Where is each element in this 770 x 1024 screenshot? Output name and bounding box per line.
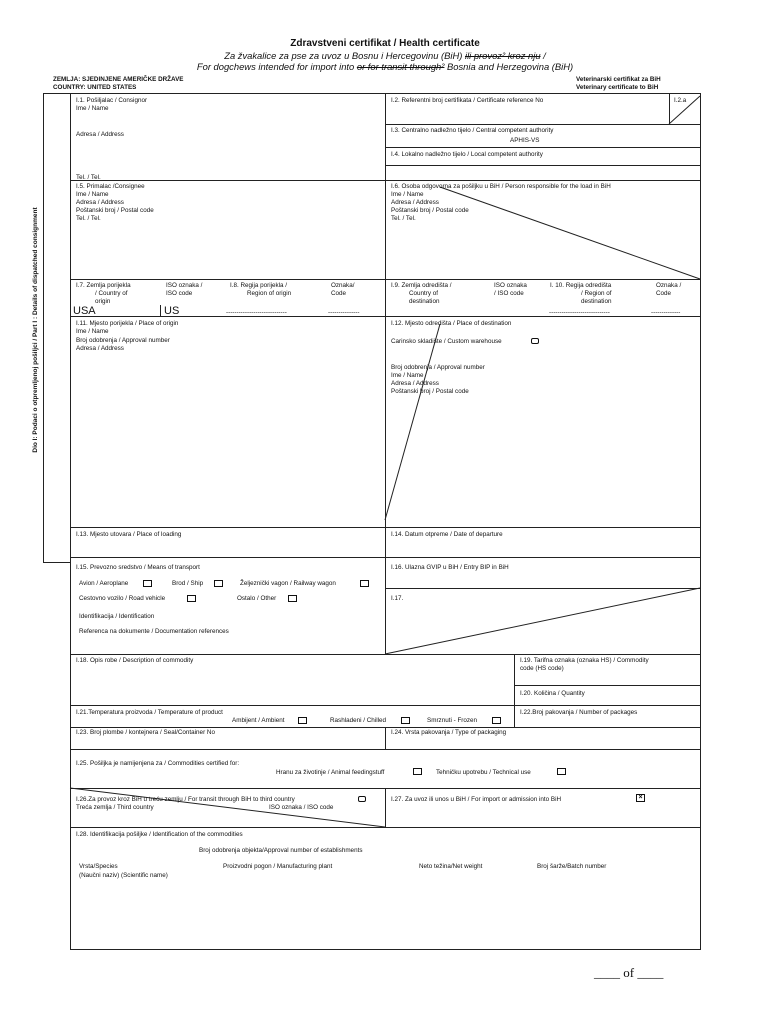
number-packages-label: I.22.Broj pakovanja / Number of packages (520, 709, 638, 716)
central-authority-heading: I.3. Centralno nadležno tijelo / Central competent authority (391, 127, 554, 134)
responsible-person-tel: Tel. / Tel. (391, 215, 416, 222)
road-vehicle-label: Cestovno vozilo / Road vehicle (79, 595, 166, 602)
seal-container-no: I.23. Broj plombe / kontejnera / Seal/Container No (76, 729, 215, 736)
region-destination-en: / Region of (581, 290, 612, 297)
ambient-label: Ambijent / Ambient (232, 717, 285, 724)
field-i17: I.17. (391, 595, 404, 602)
temperature-heading: I.21.Temperatura proizvoda / Temperature of product (76, 709, 223, 716)
region-origin-blank: ----------------------------- (226, 309, 287, 316)
country-origin-heading: I.7. Zemlja porijekla (76, 282, 131, 289)
transit-checkbox[interactable] (358, 796, 366, 802)
country-origin-value: USA (73, 305, 96, 317)
documentation-references-label: Referenca na dokumente / Documentation references (79, 628, 229, 635)
responsible-person-name: Ime / Name (391, 191, 424, 198)
approval-establishments-label: Broj odobrenja objekta/Approval number of establishments (199, 847, 363, 854)
third-country-label: Treća zemlja / Third country (76, 804, 154, 811)
region-destination-blank: ----------------------------- (549, 309, 610, 316)
iso-code-en: ISO code (166, 290, 193, 297)
consignor-tel: Tel. / Tel. (76, 174, 101, 181)
type-packaging-label: I.24. Vrsta pakovanja / Type of packaging (391, 729, 507, 736)
page-count: ____ of ____ (594, 965, 664, 980)
country-destination-en2: destination (409, 298, 440, 305)
railway-checkbox[interactable] (360, 580, 369, 587)
responsible-person-address: Adresa / Address (391, 199, 439, 206)
commodity-code-heading: I.19. Tarifna oznaka (oznaka HS) / Commodity (520, 657, 649, 664)
dest-code-blank: -------------- (651, 309, 681, 316)
date-departure: I.14. Datum otpreme / Date of departure (391, 531, 503, 538)
dest-iso-en: / ISO code (494, 290, 524, 297)
custom-warehouse-label: Carinsko skladište / Custom warehouse (391, 338, 502, 345)
transit-heading: I.26.Za provoz kroz BiH u treću zemlju / For transit through BiH to third country (76, 796, 295, 803)
place-origin-name: Ime / Name (76, 328, 109, 335)
consignee-postal: Poštanski broj / Postal code (76, 207, 154, 214)
place-origin-approval: Broj odobrenja / Approval number (76, 337, 170, 344)
dest-address: Adresa / Address (391, 380, 439, 387)
region-origin-en: Region of origin (247, 290, 292, 297)
subtitle-en-struck: or for transit through² (356, 61, 445, 72)
scientific-name-label: (Naučni naziv) (Scientific name) (79, 872, 168, 879)
commodity-code-en: code (HS code) (520, 665, 564, 672)
subtitle-bs-pre: Za žvakalice za pse za uvoz u Bosnu i Hercegovinu (BiH) (224, 50, 463, 61)
identification-label: Identifikacija / Identification (79, 613, 155, 620)
iso-code-heading: ISO oznaka / (166, 282, 203, 289)
manufacturing-plant-label: Proizvodni pogon / Manufacturing plant (223, 863, 333, 870)
country-label-bs: ZEMLJA: SJEDINJENE AMERIČKE DRŽAVE (53, 76, 184, 83)
technical-use-label: Tehničku upotrebu / Technical use (436, 769, 531, 776)
region-code-en: Code (331, 290, 347, 297)
region-origin-heading: I.8. Regija porijekla / (230, 282, 288, 289)
responsible-person-heading: I.6. Osoba odgovorna za pošiljku u BiH / Person responsible for the load in BiH (391, 183, 611, 190)
country-label-en: COUNTRY: UNITED STATES (53, 84, 137, 91)
vet-cert-label-bs: Veterinarski certifikat za BiH (576, 76, 661, 83)
region-code-blank: --------------- (328, 309, 360, 316)
dest-postal: Poštanski broj / Postal code (391, 388, 469, 395)
entry-bip: I.16. Ulazna GVIP u BiH / Entry BIP in BiH (391, 564, 509, 571)
region-destination-en2: destination (581, 298, 612, 305)
dest-code-en: Code (656, 290, 672, 297)
certificate-reference-no: I.2. Referentni broj certifikata / Certificate reference No (391, 97, 544, 104)
technical-use-checkbox[interactable] (557, 768, 566, 775)
animal-feedingstuff-checkbox[interactable] (413, 768, 422, 775)
aeroplane-label: Avion / Aeroplane (79, 580, 129, 587)
dest-approval-number: Broj odobrenja / Approval number (391, 364, 485, 371)
place-destination-heading: I.12. Mjesto odredišta / Place of destination (391, 320, 512, 327)
other-transport-label: Ostalo / Other (237, 595, 277, 602)
ambient-checkbox[interactable] (298, 717, 307, 724)
subtitle-bs-struck: ili provoz² kroz nju (464, 50, 541, 61)
dest-code-heading: Oznaka / (656, 282, 682, 289)
consignor-name: Ime / Name (76, 105, 109, 112)
dest-iso-heading: ISO oznaka (494, 282, 527, 289)
railway-label: Željeznički vagon / Railway wagon (240, 580, 336, 587)
ship-checkbox[interactable] (214, 580, 223, 587)
third-country-iso-label: ISO oznaka / ISO code (269, 804, 334, 811)
consignor-address: Adresa / Address (76, 131, 124, 138)
place-origin-heading: I.11. Mjesto porijekla / Place of origin (76, 320, 179, 327)
batch-number-label: Broj šarže/Batch number (537, 863, 607, 870)
import-admission-label: I.27. Za uvoz ili unos u BiH / For import or admission into BiH (391, 796, 562, 803)
identification-commodities-heading: I.28. Identifikacija pošiljke / Identification of the commodities (76, 831, 243, 838)
net-weight-label: Neto težina/Net weight (419, 863, 483, 870)
iso-code-value: US (164, 305, 180, 317)
consignee-tel: Tel. / Tel. (76, 215, 101, 222)
frozen-label: Smrznuti - Frozen (427, 717, 478, 724)
custom-warehouse-checkbox[interactable] (531, 338, 539, 344)
species-label: Vrsta/Species (79, 863, 118, 870)
other-transport-checkbox[interactable] (288, 595, 297, 602)
means-transport-heading: I.15. Prevozno sredstvo / Means of transport (76, 564, 200, 571)
animal-feedingstuff-label: Hranu za životinje / Animal feedingstuff (276, 769, 385, 776)
frozen-checkbox[interactable] (492, 717, 501, 724)
country-origin-en2: origin (95, 298, 111, 305)
consignee-address: Adresa / Address (76, 199, 124, 206)
aeroplane-checkbox[interactable] (143, 580, 152, 587)
place-loading: I.13. Mjesto utovara / Place of loading (76, 531, 182, 538)
country-origin-en: / Country of (95, 290, 128, 297)
certified-for-heading: I.25. Pošiljka je namijenjena za / Commodities certified for: (76, 760, 240, 767)
dest-name: Ime / Name (391, 372, 424, 379)
place-origin-address: Adresa / Address (76, 345, 124, 352)
subtitle-bs-post: / (543, 50, 546, 61)
ship-label: Brod / Ship (172, 580, 204, 587)
consignor-heading: I.1. Pošiljalac / Consignor (76, 97, 148, 104)
vet-cert-label-en: Veterinary certificate to BiH (576, 84, 659, 91)
country-destination-en: Country of (409, 290, 439, 297)
part-one-side-label: Dio I: Podaci o otpremljenoj pošiljci / Part I : Details of dispatched consignment (32, 207, 39, 453)
road-vehicle-checkbox[interactable] (187, 595, 196, 602)
local-authority-heading: I.4. Lokalno nadležno tijelo / Local competent authority (391, 151, 543, 158)
responsible-person-postal: Poštanski broj / Postal code (391, 207, 469, 214)
region-destination-heading: I. 10. Regija odredišta (550, 282, 612, 289)
quantity-label: I.20. Količina / Quantity (520, 690, 585, 697)
central-authority-value: APHIS-VS (510, 137, 540, 144)
subtitle-en-post: Bosnia and Herzegovina (BiH) (447, 61, 574, 72)
commodity-description: I.18. Opis robe / Description of commodity (76, 657, 194, 664)
certificate-title: Zdravstveni certifikat / Health certificate (290, 38, 480, 49)
consignee-heading: I.5. Primalac /Consignee (76, 183, 145, 190)
import-admission-checkbox[interactable]: × (636, 794, 645, 802)
certificate-reference-a: I.2.a (674, 97, 687, 104)
country-destination-heading: I.9. Zemlja odredišta / (391, 282, 452, 289)
region-code-heading: Oznaka/ (331, 282, 355, 289)
consignee-name: Ime / Name (76, 191, 109, 198)
chilled-checkbox[interactable] (401, 717, 410, 724)
subtitle-en-pre: For dogchews intended for import into (196, 61, 355, 72)
chilled-label: Rashladeni / Chilled (330, 717, 387, 724)
